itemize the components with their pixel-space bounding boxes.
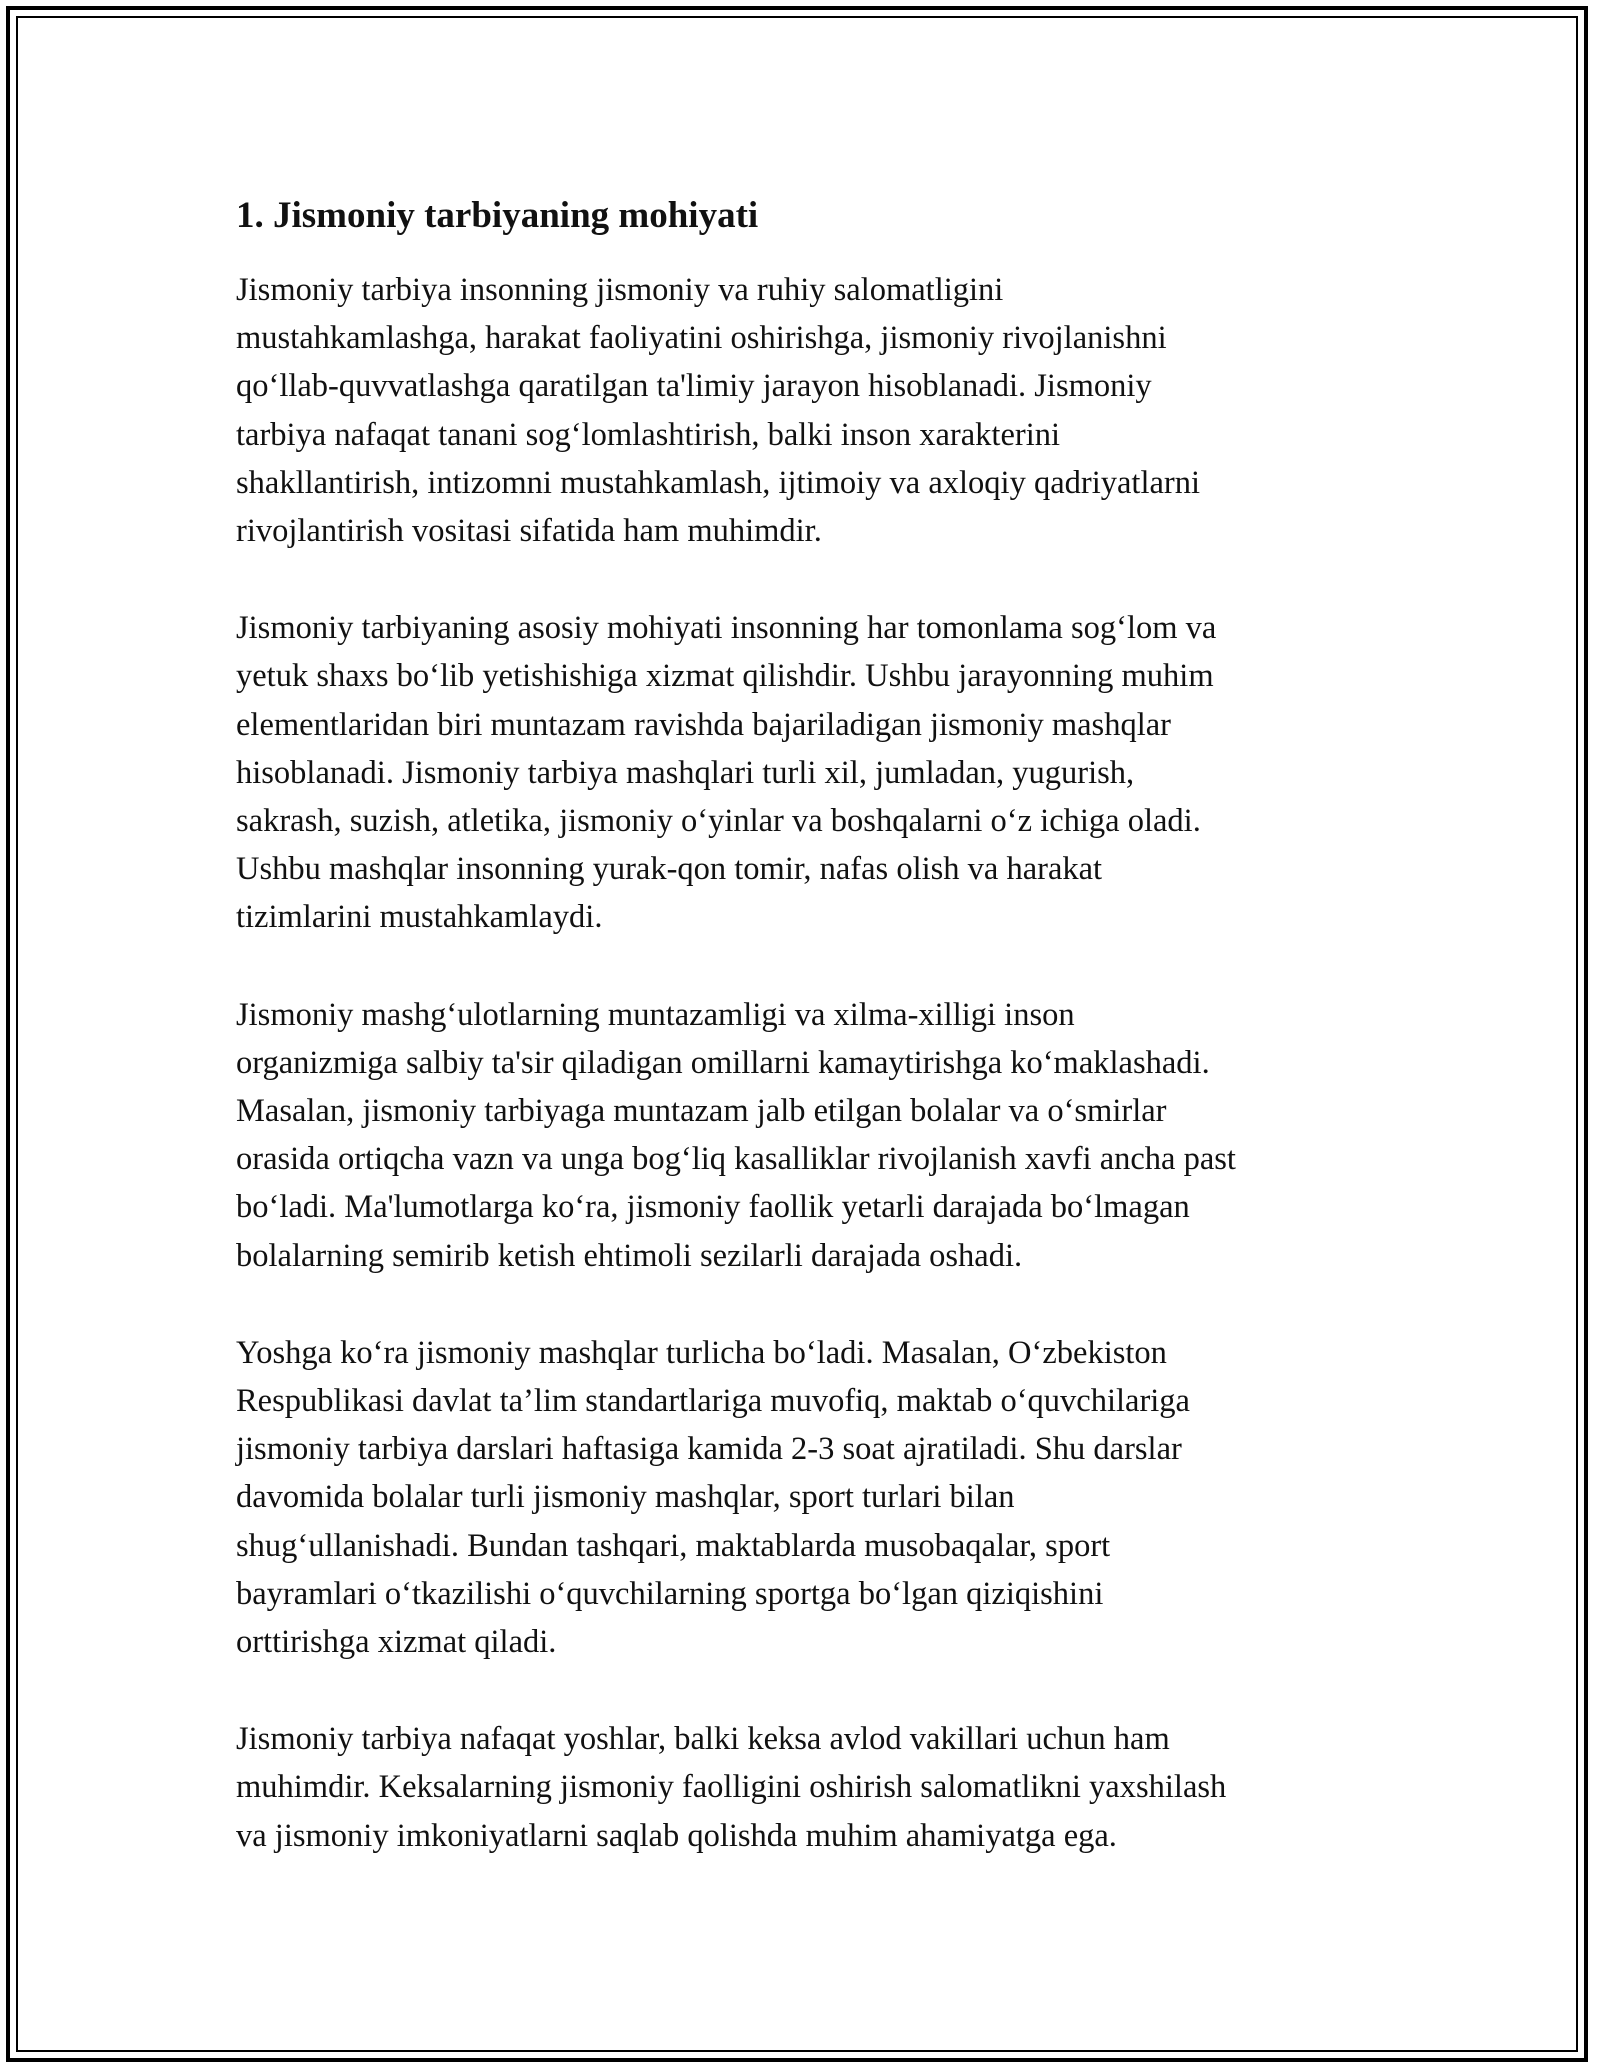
text-line: orasida ortiqcha vazn va unga bog‘liq kasalliklar rivojlanish xavfi ancha past (236, 1141, 1236, 1178)
text-line: bo‘ladi. Ma'lumotlarga ko‘ra, jismoniy faollik yetarli darajada bo‘lmagan (236, 1189, 1190, 1226)
text-line: muhimdir. Keksalarning jismoniy faolligini oshirish salomatlikni yaxshilash (236, 1769, 1227, 1806)
paragraph (236, 604, 1386, 941)
text-line: organizmiga salbiy ta'sir qiladigan omillarni kamaytirishga ko‘maklashadi. (236, 1044, 1210, 1081)
text-line: va jismoniy imkoniyatlarni saqlab qolishda muhim ahamiyatga ega. (236, 1817, 1117, 1854)
text-line: orttirishga xizmat qiladi. (236, 1624, 557, 1661)
text-line: Ushbu mashqlar insonning yurak-qon tomir, nafas olish va harakat (236, 851, 1103, 888)
text-line: tizimlarini mustahkamlaydi. (236, 899, 603, 936)
text-line: Jismoniy mashg‘ulotlarning muntazamligi va xilma-xilligi inson (236, 996, 1075, 1033)
paragraph (236, 991, 1386, 1280)
text-line: tarbiya nafaqat tanani sog‘lomlashtirish, balki inson xarakterini (236, 416, 1061, 453)
text-line: jismoniy tarbiya darslari haftasiga kamida 2-3 soat ajratiladi. Shu darslar (236, 1431, 1182, 1468)
text-line: davomida bolalar turli jismoniy mashqlar, sport turlari bilan (236, 1479, 1015, 1516)
text-line: bayramlari o‘tkazilishi o‘quvchilarning sportga bo‘lgan qiziqishini (236, 1575, 1104, 1612)
document-title: 1. Jismoniy tarbiyaning mohiyati (236, 195, 759, 236)
text-line: Respublikasi davlat ta’lim standartlariga muvofiq, maktab o‘quvchilariga (236, 1383, 1190, 1420)
text-line: Jismoniy tarbiya nafaqat yoshlar, balki keksa avlod vakillari uchun ham (236, 1721, 1170, 1758)
text-line: bolalarning semirib ketish ehtimoli sezilarli darajada oshadi. (236, 1237, 1023, 1274)
text-line: shakllantirish, intizomni mustahkamlash, ijtimoiy va axloqiy qadriyatlarni (236, 464, 1201, 501)
text-line: Jismoniy tarbiya insonning jismoniy va ruhiy salomatligini (236, 272, 1004, 308)
paragraph (236, 1715, 1386, 1860)
text-line: qo‘llab-quvvatlashga qaratilgan ta'limiy jarayon hisoblanadi. Jismoniy (236, 368, 1152, 405)
text-line: rivojlantirish vositasi sifatida ham muhimdir. (236, 513, 822, 550)
paragraph-list (236, 266, 1386, 1860)
text-line: shug‘ullanishadi. Bundan tashqari, maktablarda musobaqalar, sport (236, 1527, 1111, 1564)
text-line: Masalan, jismoniy tarbiyaga muntazam jalb etilgan bolalar va o‘smirlar (236, 1093, 1167, 1130)
document-body (236, 188, 1386, 1909)
text-line: hisoblanadi. Jismoniy tarbiya mashqlari turli xil, jumladan, yugurish, (236, 754, 1135, 791)
paragraph (236, 1329, 1386, 1666)
text-line: Jismoniy tarbiyaning asosiy mohiyati insonning har tomonlama sog‘lom va (236, 610, 1217, 647)
text-line: sakrash, suzish, atletika, jismoniy o‘yinlar va boshqalarni o‘z ichiga oladi. (236, 803, 1201, 840)
text-line: yetuk shaxs bo‘lib yetishishiga xizmat qilishdir. Ushbu jarayonning muhim (236, 658, 1214, 695)
paragraph (236, 266, 1386, 555)
text-line: mustahkamlashga, harakat faoliyatini oshirishga, jismoniy rivojlanishni (236, 320, 1167, 357)
text-line: Yoshga ko‘ra jismoniy mashqlar turlicha bo‘ladi. Masalan, O‘zbekiston (236, 1334, 1167, 1371)
text-line: elementlaridan biri muntazam ravishda bajariladigan jismoniy mashqlar (236, 706, 1171, 743)
